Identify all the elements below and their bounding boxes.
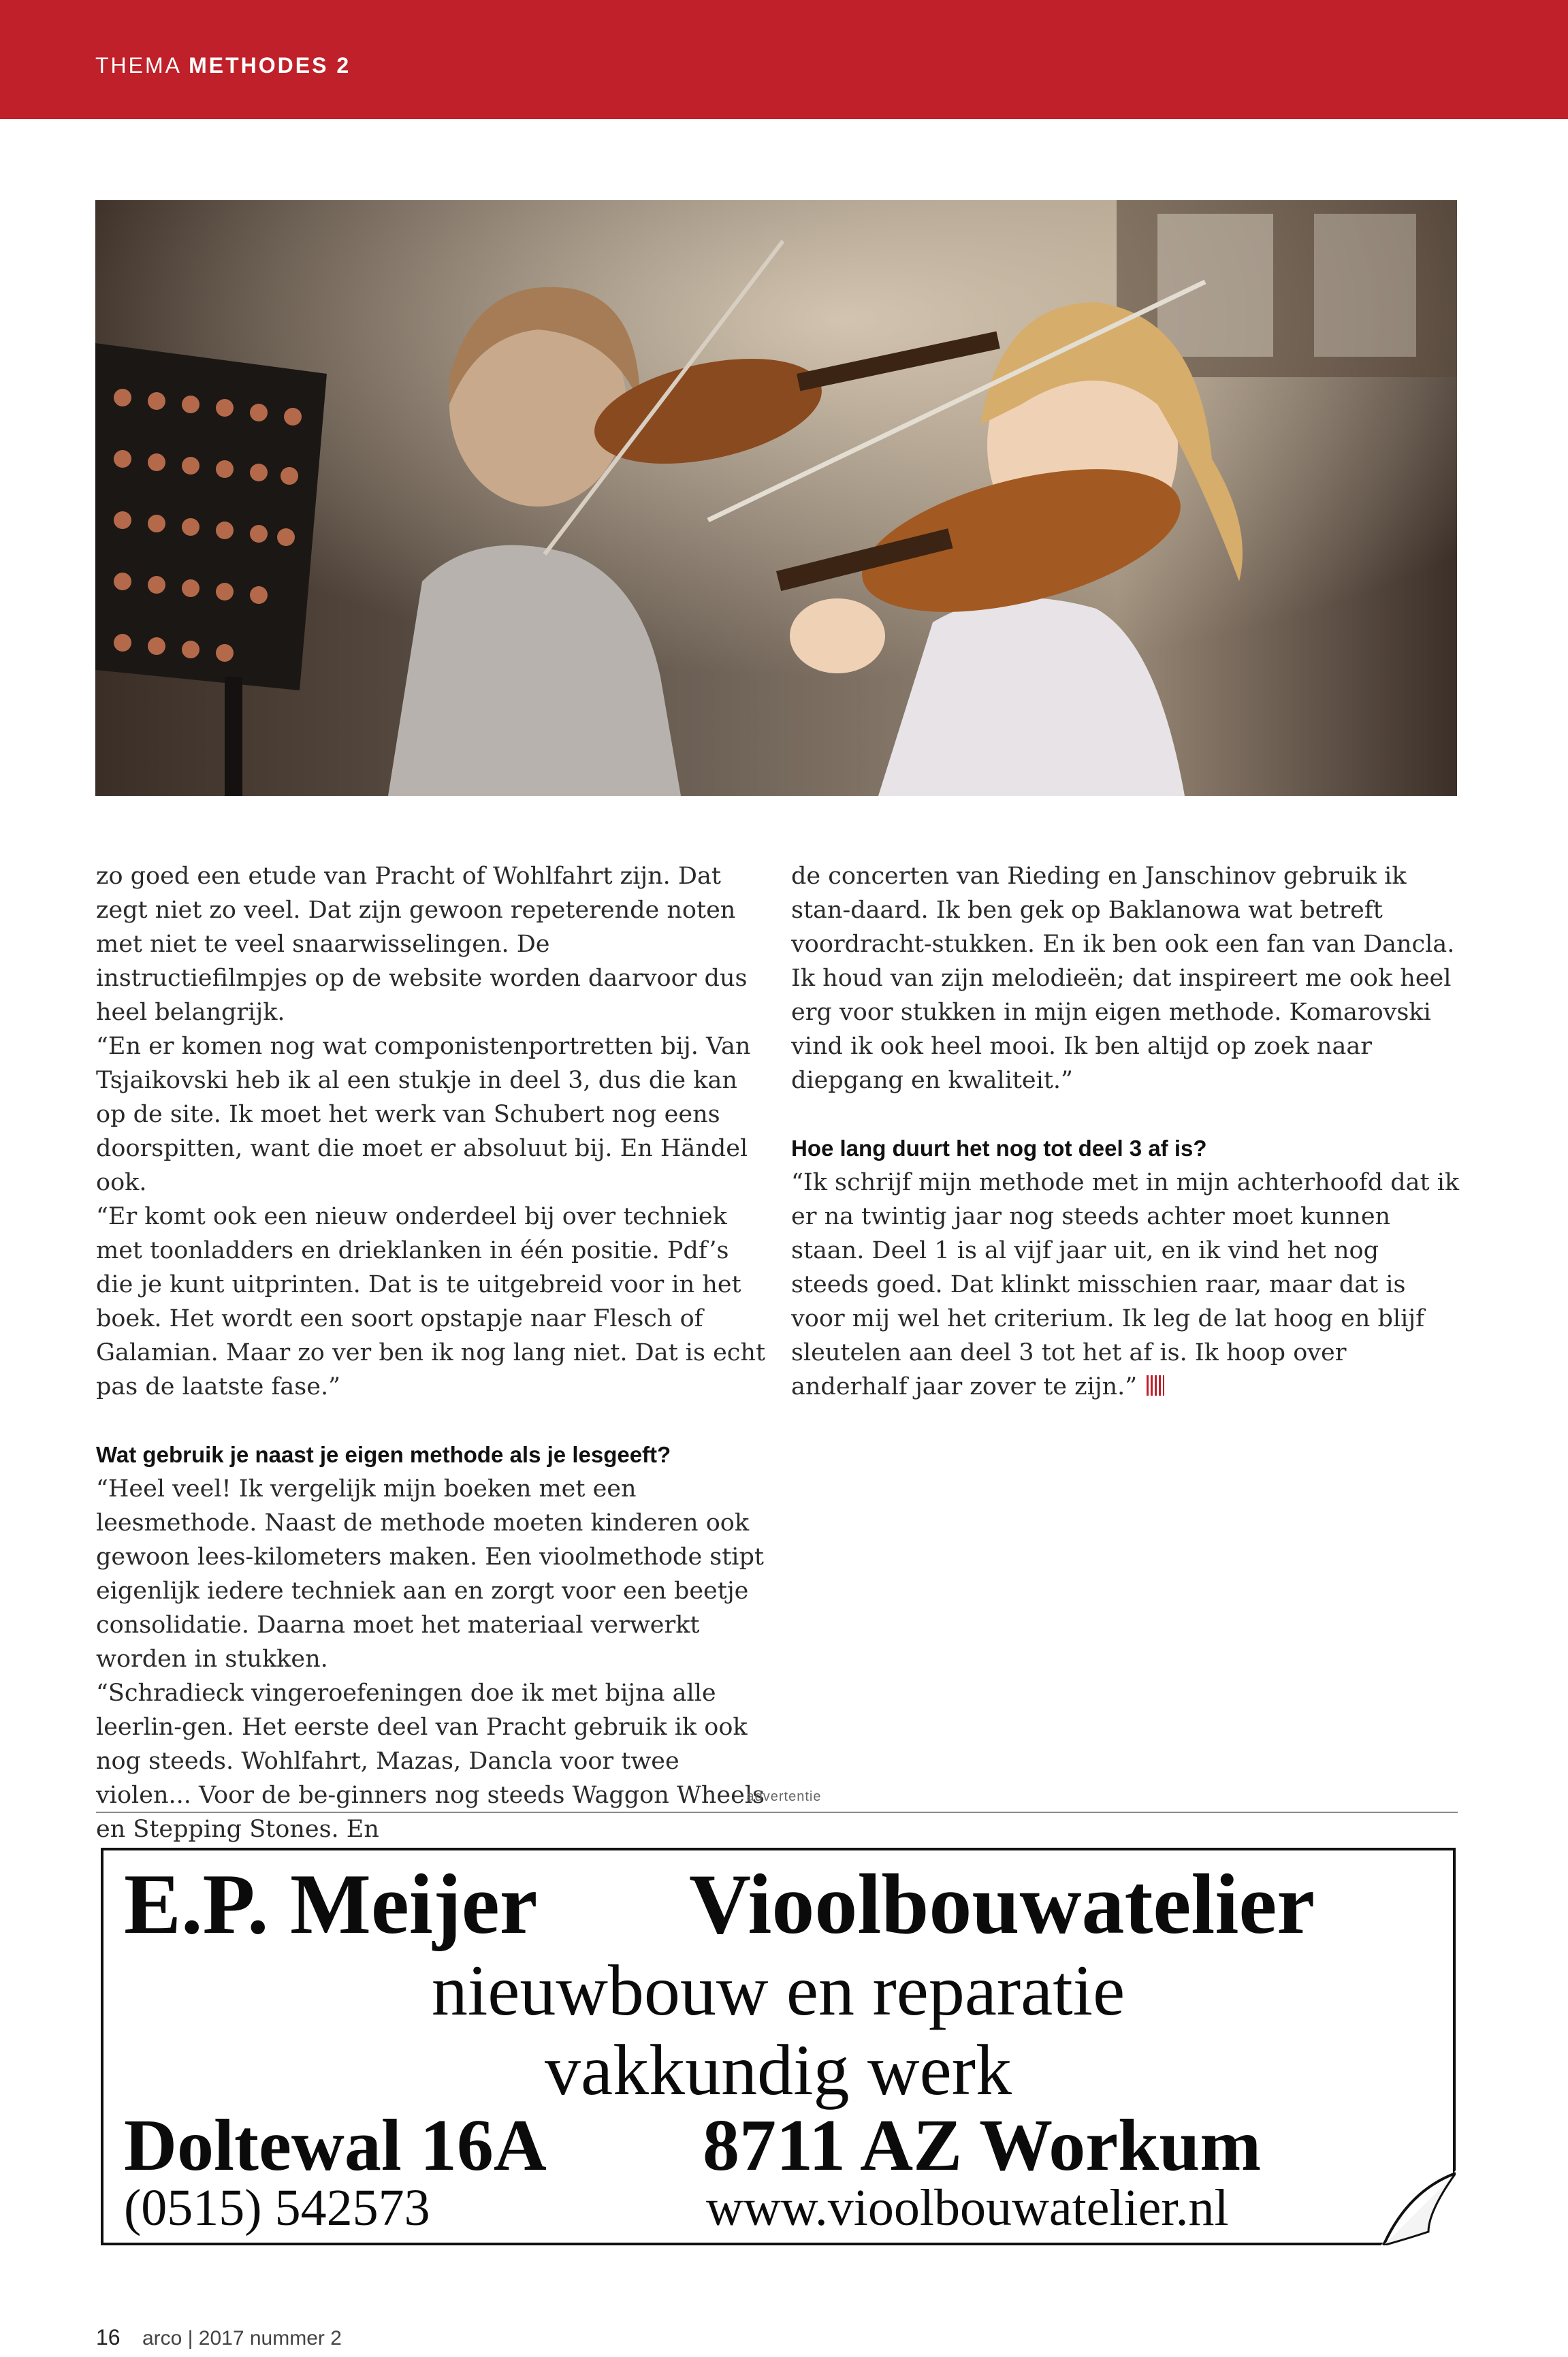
paragraph: “En er komen nog wat componistenportretten bij. Van Tsjaikovski heb ik al een stukje in deel 3, dus die kan op de site. Ik moet het werk van Schubert nog eens doorspitten, want die moet er absoluut bij. En Händel ook.: [96, 1033, 751, 1196]
article-column-right: [791, 859, 1462, 1404]
end-mark-icon: [1147, 1375, 1164, 1396]
article-column-left: [96, 859, 767, 1846]
article-photo: [95, 200, 1457, 796]
page-footer: [96, 2325, 342, 2350]
paragraph: de concerten van Rieding en Janschinov gebruik ik stan-daard. Ik ben gek op Baklanowa wat betreft voordracht-stukken. En ik ben ook een fan van Dancla. Ik houd van zijn melodieën; dat inspireert me ook heel erg voor stukken in mijn eigen methode. Komarovski vind ik ook heel mooi. Ik ben altijd op zoek naar diepgang en kwaliteit.”: [791, 863, 1455, 1094]
section-title: METHODES 2: [189, 53, 351, 78]
section-header: [95, 53, 351, 78]
paragraph-text: “Ik schrijf mijn methode met in mijn achterhoofd dat ik er na twintig jaar nog steeds achter moet kunnen staan. Deel 1 is al vijf jaar uit, en ik vind het nog steeds goed. Dat klinkt misschien raar, maar dat is voor mij wel het criterium. Ik leg de lat hoog en blijf sleutelen aan deel 3 tot het af is. Ik hoop over anderhalf jaar zover te zijn.”: [791, 1169, 1460, 1400]
ad-website: www.vioolbouwatelier.nl: [706, 2179, 1229, 2236]
ad-label: advertentie: [746, 1789, 822, 1804]
ad-services: nieuwbouw en reparatie: [431, 1951, 1125, 2030]
page-curl-icon: [1381, 2170, 1456, 2245]
interview-question: Hoe lang duurt het nog tot deel 3 af is?: [791, 1136, 1207, 1161]
ad-postal-city: 8711 AZ Workum: [703, 2105, 1262, 2186]
interview-question: Wat gebruik je naast je eigen methode als je lesgeeft?: [96, 1442, 671, 1467]
thema-label: THEMA: [95, 53, 181, 78]
paragraph: “Schradieck vingeroefeningen doe ik met bijna alle leerlin-gen. Het eerste deel van Pracht gebruik ik ook nog steeds. Wohlfahrt, Mazas, Dancla voor twee violen... Voor de be-ginners nog steeds Waggon Wheels en Stepping Stones. En: [96, 1680, 765, 1843]
ad-phone: (0515) 542573: [124, 2179, 430, 2236]
ad-divider: [96, 1812, 1458, 1813]
issue-info: 2017 nummer 2: [198, 2327, 342, 2350]
ad-name: E.P. Meijer: [124, 1857, 538, 1952]
footer-separator: |: [187, 2327, 193, 2350]
page-number: 16: [96, 2325, 121, 2350]
ad-street: Doltewal 16A: [124, 2105, 547, 2186]
photo-violin-lesson-icon: [95, 200, 1457, 796]
paragraph: “Heel veel! Ik vergelijk mijn boeken met een leesmethode. Naast de methode moeten kinderen ook gewoon lees-kilometers maken. Een vioolmethode stipt eigenlijk iedere techniek aan en zorgt voor een beetje consolidatie. Daarna moet het materiaal verwerkt worden in stukken.: [96, 1475, 764, 1673]
paragraph-final: [791, 1166, 1462, 1404]
ad-business: Vioolbouwatelier: [689, 1857, 1315, 1952]
ad-tagline: vakkundig werk: [545, 2030, 1012, 2110]
publication-name: arco: [142, 2327, 182, 2350]
paragraph: “Er komt ook een nieuw onderdeel bij over techniek met toonladders en drieklanken in één positie. Pdf’s die je kunt uitprinten. Dat is te uitgebreid voor in het boek. Het wordt een soort opstapje naar Flesch of Galamian. Maar zo ver ben ik nog lang niet. Dat is echt pas de laatste fase.”: [96, 1203, 766, 1400]
paragraph: zo goed een etude van Pracht of Wohlfahrt zijn. Dat zegt niet zo veel. Dat zijn gewoon repeterende noten met niet te veel snaarwisselingen. De instructiefilmpjes op de website worden daarvoor dus heel belangrijk.: [96, 863, 748, 1026]
advertisement-box: [101, 1848, 1456, 2245]
